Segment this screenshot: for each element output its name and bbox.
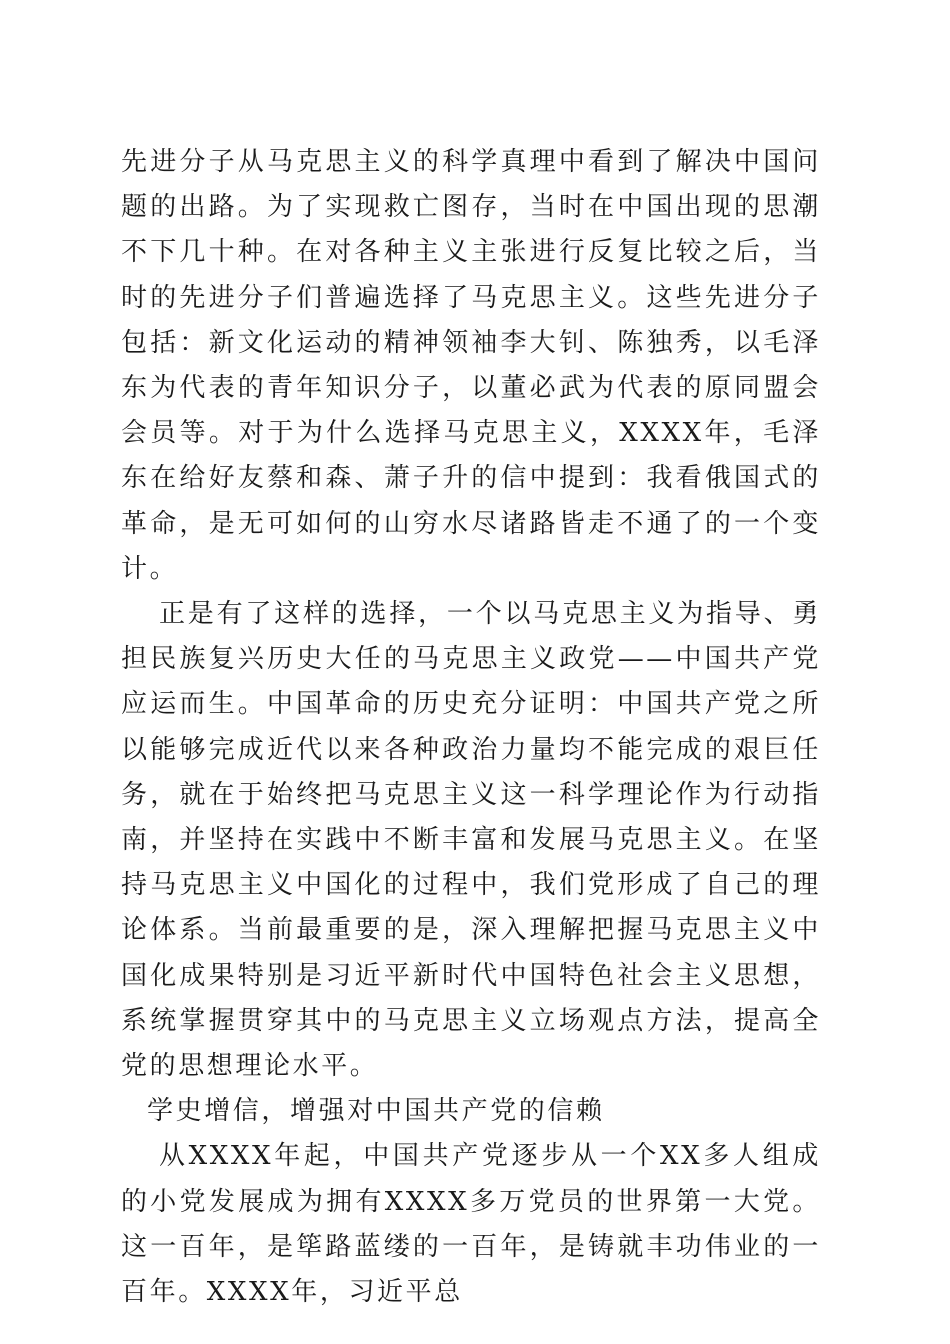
paragraph-continued: 先进分子从马克思主义的科学真理中看到了解决中国问题的出路。为了实现救亡图存，当时在中国出现的思潮不下几十种。在对各种主义主张进行反复比较之后，当时的先进分子们普遍选择了马克思主义。这些先进分子包括：新文化运动的精神领袖李大钊、陈独秀，以毛泽东为代表的青年知识分子，以董必武为代表的原同盟会会员等。对于为什么选择马克思主义，XXXX年，毛泽东在给好友蔡和森、萧子升的信中提到：我看俄国式的革命，是无可如何的山穷水尽诸路皆走不通了的一个变计。: [121, 147, 821, 584]
paragraph: 正是有了这样的选择，一个以马克思主义为指导、勇担民族复兴历史大任的马克思主义政党——中国共产党应运而生。中国革命的历史充分证明：中国共产党之所以能够完成近代以来各种政治力量均不能完成的艰巨任务，就在于始终把马克思主义这一科学理论作为行动指南，并坚持在实践中不断丰富和发展马克思主义。在坚持马克思主义中国化的过程中，我们党形成了自己的理论体系。当前最重要的是，深入理解把握马克思主义中国化成果特别是习近平新时代中国特色社会主义思想，系统掌握贯穿其中的马克思主义立场观点方法，提高全党的思想理论水平。: [121, 599, 821, 1082]
paragraph: 从XXXX年起，中国共产党逐步从一个XX多人组成的小党发展成为拥有XXXX多万党员的世界第一大党。这一百年，是筚路蓝缕的一百年，是铸就丰功伟业的一百年。XXXX年，习近平总: [121, 1141, 821, 1308]
section-heading: 学史增信，增强对中国共产党的信赖: [147, 1096, 605, 1127]
document-body: [121, 140, 821, 1315]
